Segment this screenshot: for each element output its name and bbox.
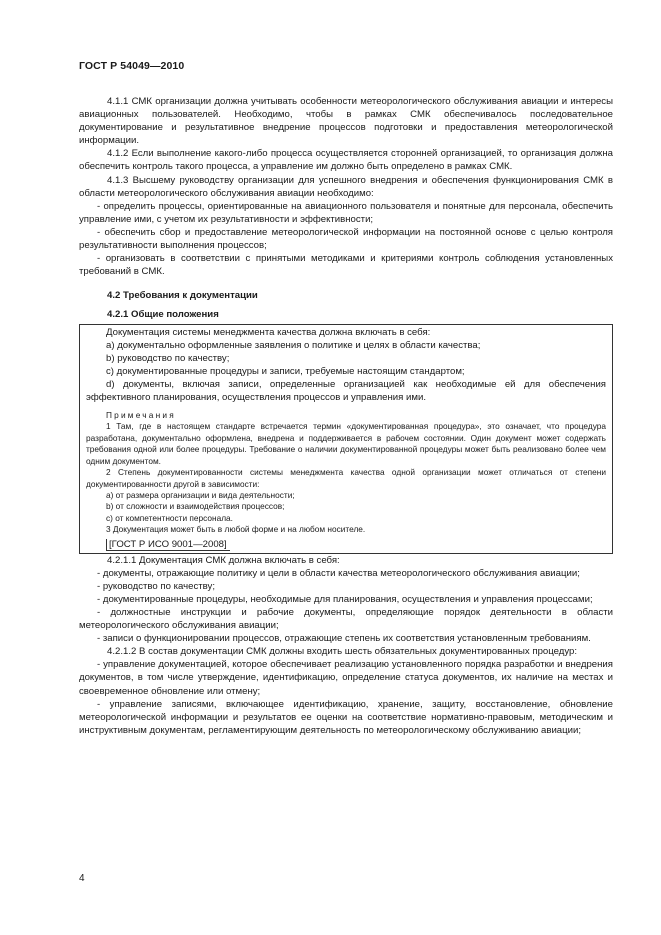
list-item: - управление документацией, которое обеспечивает реализацию установленного порядка разработки и внедрения документов, в том числе утверждение, идентификацию, определение статуса документов, их наличие на местах и своевременное обновление или отмену;	[79, 659, 613, 697]
note-item: b) от сложности и взаимодействия процессов;	[106, 501, 285, 512]
list-item: - руководство по качеству;	[97, 580, 216, 592]
section-heading: 4.2 Требования к документации	[107, 290, 258, 302]
page-number: 4	[79, 873, 85, 884]
list-item: - должностные инструкции и рабочие документы, определяющие порядок деятельности в области метеорологического обслуживания авиации;	[79, 607, 613, 632]
box-item: а) документально оформленные заявления о политике и целях в области качества;	[106, 339, 481, 351]
document-header: ГОСТ Р 54049—2010	[79, 60, 185, 72]
box-intro: Документация системы менеджмента качества должна включать в себя:	[106, 326, 431, 338]
paragraph-4-1-1: 4.1.1 СМК организации должна учитывать особенности метеорологического обслуживания авиации и интересы авиационных пользователей. Необходимо, чтобы в рамках СМК обеспечивалось последовательное документирование и результативное внедрение процессов подготовки и предоставления метеорологической информации.	[79, 96, 613, 147]
note-item: а) от размера организации и вида деятельности;	[106, 489, 295, 500]
document-body	[79, 95, 613, 737]
box-item: c) документированные процедуры и записи, требуемые настоящим стандартом;	[106, 365, 465, 377]
box-item: b) руководство по качеству;	[106, 352, 230, 364]
list-item: - документированные процедуры, необходимые для планирования, осуществления и управления процессами;	[97, 593, 593, 605]
subsection-heading: 4.2.1 Общие положения	[107, 309, 219, 321]
note-item: 3 Документация может быть в любой форме и на любом носителе.	[106, 524, 366, 535]
source-reference	[86, 538, 606, 551]
box-item: d) документы, включая записи, определенные организацией как необходимые ей для обеспечения эффективного планирования, осуществления процессов и управления ими.	[86, 378, 606, 403]
note-item: 2 Степень документированности системы менеджмента качества одной организации может отличаться от степени документированности другой в зависимости:	[86, 467, 606, 489]
notes-title: Примечания	[106, 410, 176, 421]
list-item: - обеспечить сбор и предоставление метеорологической информации на постоянной основе с целью контроля результативности выполнения процессов;	[79, 226, 613, 252]
list-item: - записи о функционировании процессов, отражающие степень их соответствия установленным требованиям.	[97, 633, 591, 645]
quoted-standard-box	[79, 324, 613, 554]
list-item: - организовать в соответствии с принятыми методиками и критериями контроль соблюдения установленных требований в СМК.	[79, 253, 613, 278]
list-item: - управление записями, включающее идентификацию, хранение, защиту, восстановление, обновление метеорологической информации и результатов ее оценки на соответствие нормативно-правовым, методическим и инструктивным документам, регламентирующим деятельность по метеорологическому обслуживанию авиации;	[79, 698, 613, 736]
list-item: - документы, отражающие политику и цели в области качества метеорологического обслуживания авиации;	[97, 567, 580, 579]
list-item: - определить процессы, ориентированные на авиационного пользователя и понятные для персонала, обеспечить управление ими, с учетом их результативности и эффективности;	[79, 200, 613, 225]
note-item: c) от компетентности персонала.	[106, 512, 233, 523]
source-text: [ГОСТ Р ИСО 9001—2008]	[106, 539, 230, 551]
paragraph-4-1-2: 4.1.2 Если выполнение какого-либо процесса осуществляется сторонней организацией, то организация должна обеспечить контроль такого процесса, а управление им должно быть определено в рамках СМК.	[79, 148, 613, 173]
paragraph-4-2-1-2: 4.2.1.2 В состав документации СМК должны входить шесть обязательных документированных процедур:	[107, 646, 578, 658]
paragraph-4-1-3: 4.1.3 Высшему руководству организации для успешного внедрения и обеспечения функционирования СМК в области метеорологического обслуживания авиации необходимо:	[79, 174, 613, 199]
note-item: 1 Там, где в настоящем стандарте встречается термин «документированная процедура», это означает, что процедура разработана, документально оформлена, внедрена и поддерживается в рабочем состоянии. Один документ может содержать требования одной или более процедуры. Требование о наличии документированной процедуры может быть реализовано более чем одним документом.	[86, 421, 606, 466]
notes-block	[86, 410, 606, 535]
paragraph-4-2-1-1: 4.2.1.1 Документация СМК должна включать в себя:	[107, 554, 340, 566]
